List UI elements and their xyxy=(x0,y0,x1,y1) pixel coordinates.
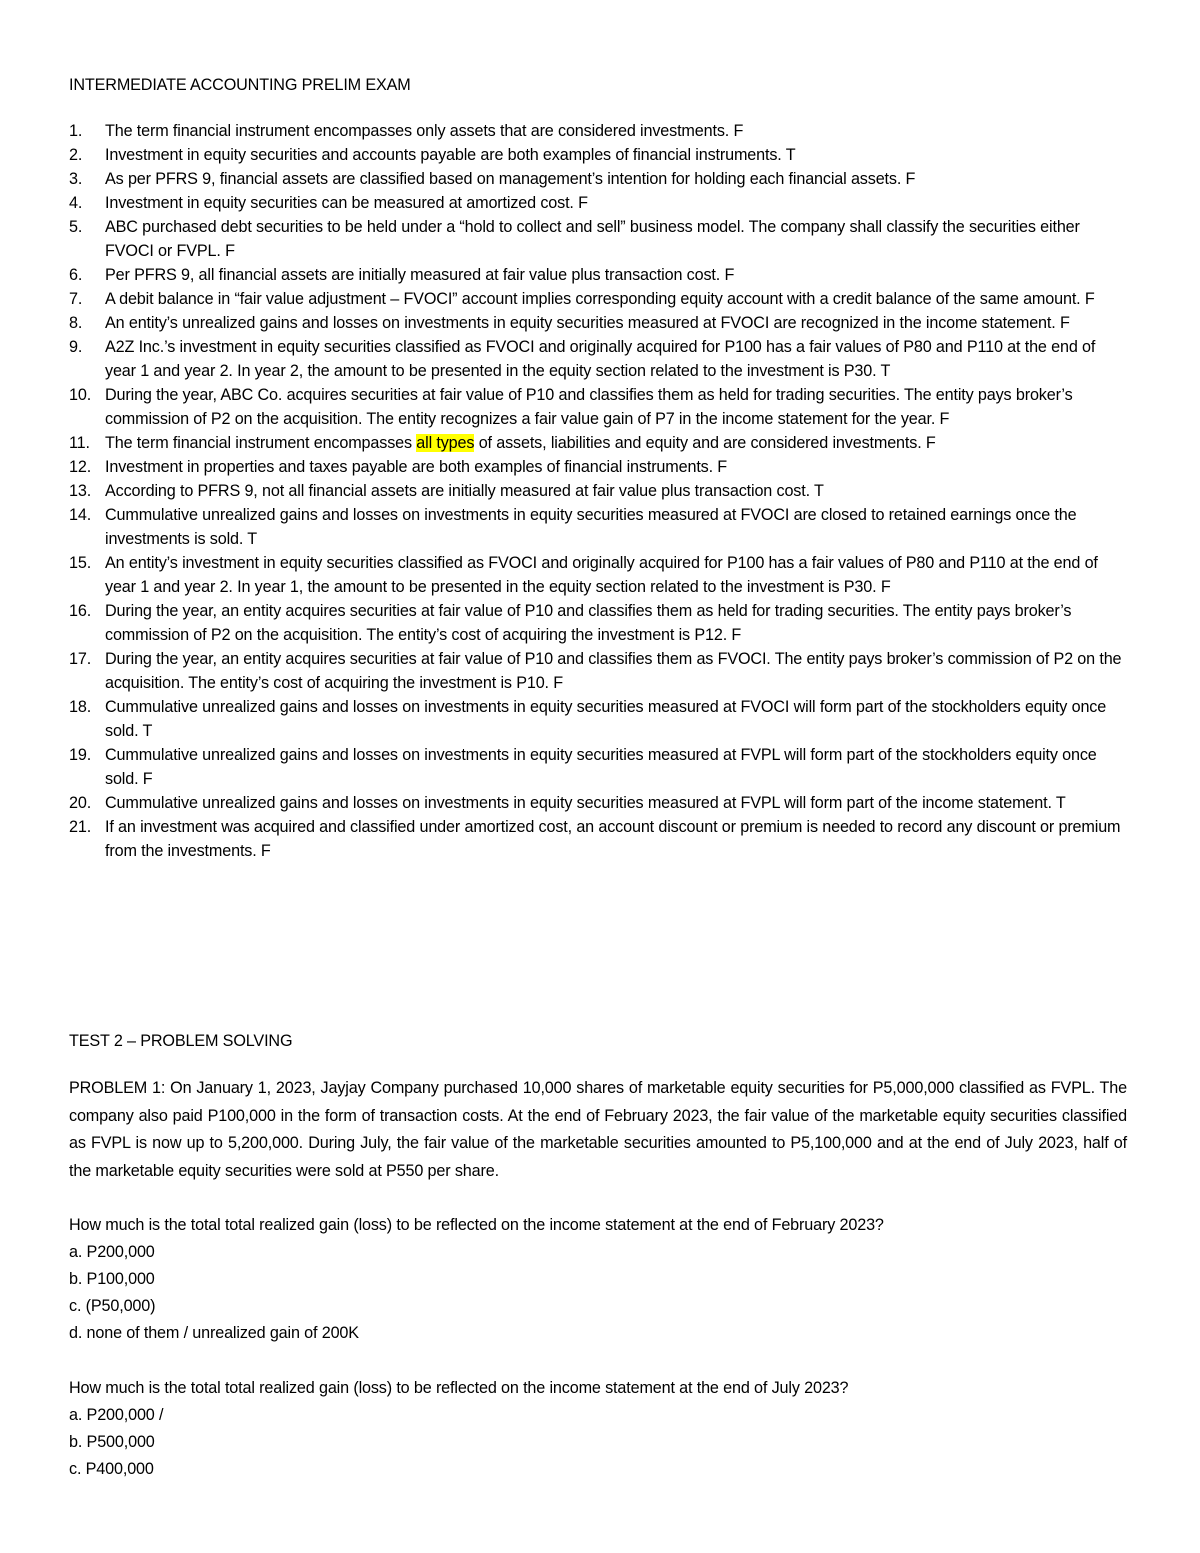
item-number: 11. xyxy=(69,434,90,452)
item-text: The term financial instrument encompasses only assets that are considered investments. F xyxy=(105,122,744,140)
list-item xyxy=(69,383,1129,431)
question-1 xyxy=(69,1212,884,1347)
item-number: 15. xyxy=(69,554,92,572)
list-item xyxy=(69,503,1129,551)
item-text: A2Z Inc.’s investment in equity securities classified as FVOCI and originally acquired for P100 has a fair values of P80 and P110 at the end of year 1 and year 2. In year 2, the amount to be presented in the equity section related to the investment is P30. T xyxy=(105,338,1096,380)
exam-title: INTERMEDIATE ACCOUNTING PRELIM EXAM xyxy=(69,76,411,94)
list-item xyxy=(69,815,1129,863)
item-number: 9. xyxy=(69,338,83,356)
item-text: During the year, ABC Co. acquires securities at fair value of P10 and classifies them as held for trading securities. The entity pays broker’s commission of P2 on the acquisition. The entity recognizes a fair value gain of P7 in the income statement for the year. F xyxy=(105,386,1073,428)
list-item xyxy=(69,743,1129,791)
item-number: 18. xyxy=(69,698,92,716)
list-item xyxy=(69,647,1129,695)
item-text: of assets, liabilities and equity and are considered investments. F xyxy=(474,434,936,452)
item-text: According to PFRS 9, not all financial assets are initially measured at fair value plus transaction cost. T xyxy=(105,482,824,500)
item-number: 20. xyxy=(69,794,92,812)
list-item xyxy=(69,215,1129,263)
answer-option: a. P200,000 xyxy=(69,1243,155,1261)
item-number: 2. xyxy=(69,146,83,164)
item-text: The term financial instrument encompasses xyxy=(105,434,417,452)
item-number: 12. xyxy=(69,458,92,476)
item-number: 4. xyxy=(69,194,83,212)
list-item xyxy=(69,191,1129,215)
item-text: Investment in properties and taxes payable are both examples of financial instruments. F xyxy=(105,458,728,476)
item-number: 3. xyxy=(69,170,83,188)
list-item xyxy=(69,479,1129,503)
highlighted-text: all types xyxy=(416,434,475,452)
item-text: If an investment was acquired and classified under amortized cost, an account discount or premium is needed to record any discount or premium from the investments. F xyxy=(105,818,1121,860)
list-item xyxy=(69,599,1129,647)
question-2 xyxy=(69,1375,848,1483)
true-false-list xyxy=(69,119,1129,863)
list-item xyxy=(69,695,1129,743)
list-item xyxy=(69,551,1129,599)
answer-option: b. P500,000 xyxy=(69,1433,155,1451)
question-text: How much is the total total realized gain (loss) to be reflected on the income statement at the end of February 2023? xyxy=(69,1216,884,1234)
list-item xyxy=(69,431,1129,455)
answer-option: c. P400,000 xyxy=(69,1460,154,1478)
answer-option: b. P100,000 xyxy=(69,1270,155,1288)
item-number: 19. xyxy=(69,746,92,764)
item-text: As per PFRS 9, financial assets are classified based on management’s intention for holding each financial assets. F xyxy=(105,170,916,188)
item-text: During the year, an entity acquires securities at fair value of P10 and classifies them as FVOCI. The entity pays broker’s commission of P2 on the acquisition. The entity’s cost of acquiring the investment is P10. F xyxy=(105,650,1122,692)
answer-option: c. (P50,000) xyxy=(69,1297,156,1315)
list-item xyxy=(69,167,1129,191)
list-item xyxy=(69,143,1129,167)
answer-option: d. none of them / unrealized gain of 200K xyxy=(69,1324,359,1342)
list-item xyxy=(69,263,1129,287)
item-text: An entity’s investment in equity securities classified as FVOCI and originally acquired for P100 has a fair values of P80 and P110 at the end of year 1 and year 2. In year 1, the amount to be presented in the equity section related to the investment is P30. F xyxy=(105,554,1098,596)
item-text: Per PFRS 9, all financial assets are initially measured at fair value plus transaction cost. F xyxy=(105,266,735,284)
item-number: 13. xyxy=(69,482,92,500)
item-text: Cummulative unrealized gains and losses on investments in equity securities measured at FVPL will form part of the stockholders equity once sold. F xyxy=(105,746,1097,788)
item-text: Investment in equity securities and accounts payable are both examples of financial instruments. T xyxy=(105,146,796,164)
item-text: Cummulative unrealized gains and losses on investments in equity securities measured at FVOCI are closed to retained earnings once the investments is sold. T xyxy=(105,506,1077,548)
item-number: 8. xyxy=(69,314,83,332)
list-item xyxy=(69,335,1129,383)
item-text: A debit balance in “fair value adjustment – FVOCI” account implies corresponding equity account with a credit balance of the same amount. F xyxy=(105,290,1095,308)
list-item xyxy=(69,455,1129,479)
item-number: 6. xyxy=(69,266,83,284)
item-text: Cummulative unrealized gains and losses on investments in equity securities measured at FVOCI will form part of the stockholders equity once sold. T xyxy=(105,698,1107,740)
problem-1-text: PROBLEM 1: On January 1, 2023, Jayjay Company purchased 10,000 shares of marketable equity securities for P5,000,000 classified as FVPL. The company also paid P100,000 in the form of transaction costs. At the end of February 2023, the fair value of the marketable equity securities classified as FVPL is now up to 5,200,000. During July, the fair value of the marketable securities amounted to P5,100,000 and at the end of July 2023, half of the marketable equity securities were sold at P550 per share. xyxy=(69,1079,1127,1180)
item-number: 5. xyxy=(69,218,83,236)
item-text: An entity’s unrealized gains and losses on investments in equity securities measured at FVOCI are recognized in the income statement. F xyxy=(105,314,1070,332)
list-item xyxy=(69,311,1129,335)
item-text: Investment in equity securities can be measured at amortized cost. F xyxy=(105,194,588,212)
item-number: 1. xyxy=(69,122,83,140)
item-number: 16. xyxy=(69,602,92,620)
section-heading: TEST 2 – PROBLEM SOLVING xyxy=(69,1032,293,1050)
item-text: Cummulative unrealized gains and losses on investments in equity securities measured at FVPL will form part of the income statement. T xyxy=(105,794,1066,812)
question-text: How much is the total total realized gain (loss) to be reflected on the income statement at the end of July 2023? xyxy=(69,1379,849,1397)
list-item xyxy=(69,791,1129,815)
item-number: 14. xyxy=(69,506,92,524)
item-number: 7. xyxy=(69,290,83,308)
list-item xyxy=(69,287,1129,311)
answer-option: a. P200,000 / xyxy=(69,1406,164,1424)
item-text: During the year, an entity acquires securities at fair value of P10 and classifies them as held for trading securities. The entity pays broker’s commission of P2 on the acquisition. The entity’s cost of acquiring the investment is P12. F xyxy=(105,602,1072,644)
list-item xyxy=(69,119,1129,143)
item-number: 10. xyxy=(69,386,92,404)
item-text: ABC purchased debt securities to be held under a “hold to collect and sell” business model. The company shall classify the securities either FVOCI or FVPL. F xyxy=(105,218,1080,260)
item-number: 21. xyxy=(69,818,92,836)
item-number: 17. xyxy=(69,650,92,668)
